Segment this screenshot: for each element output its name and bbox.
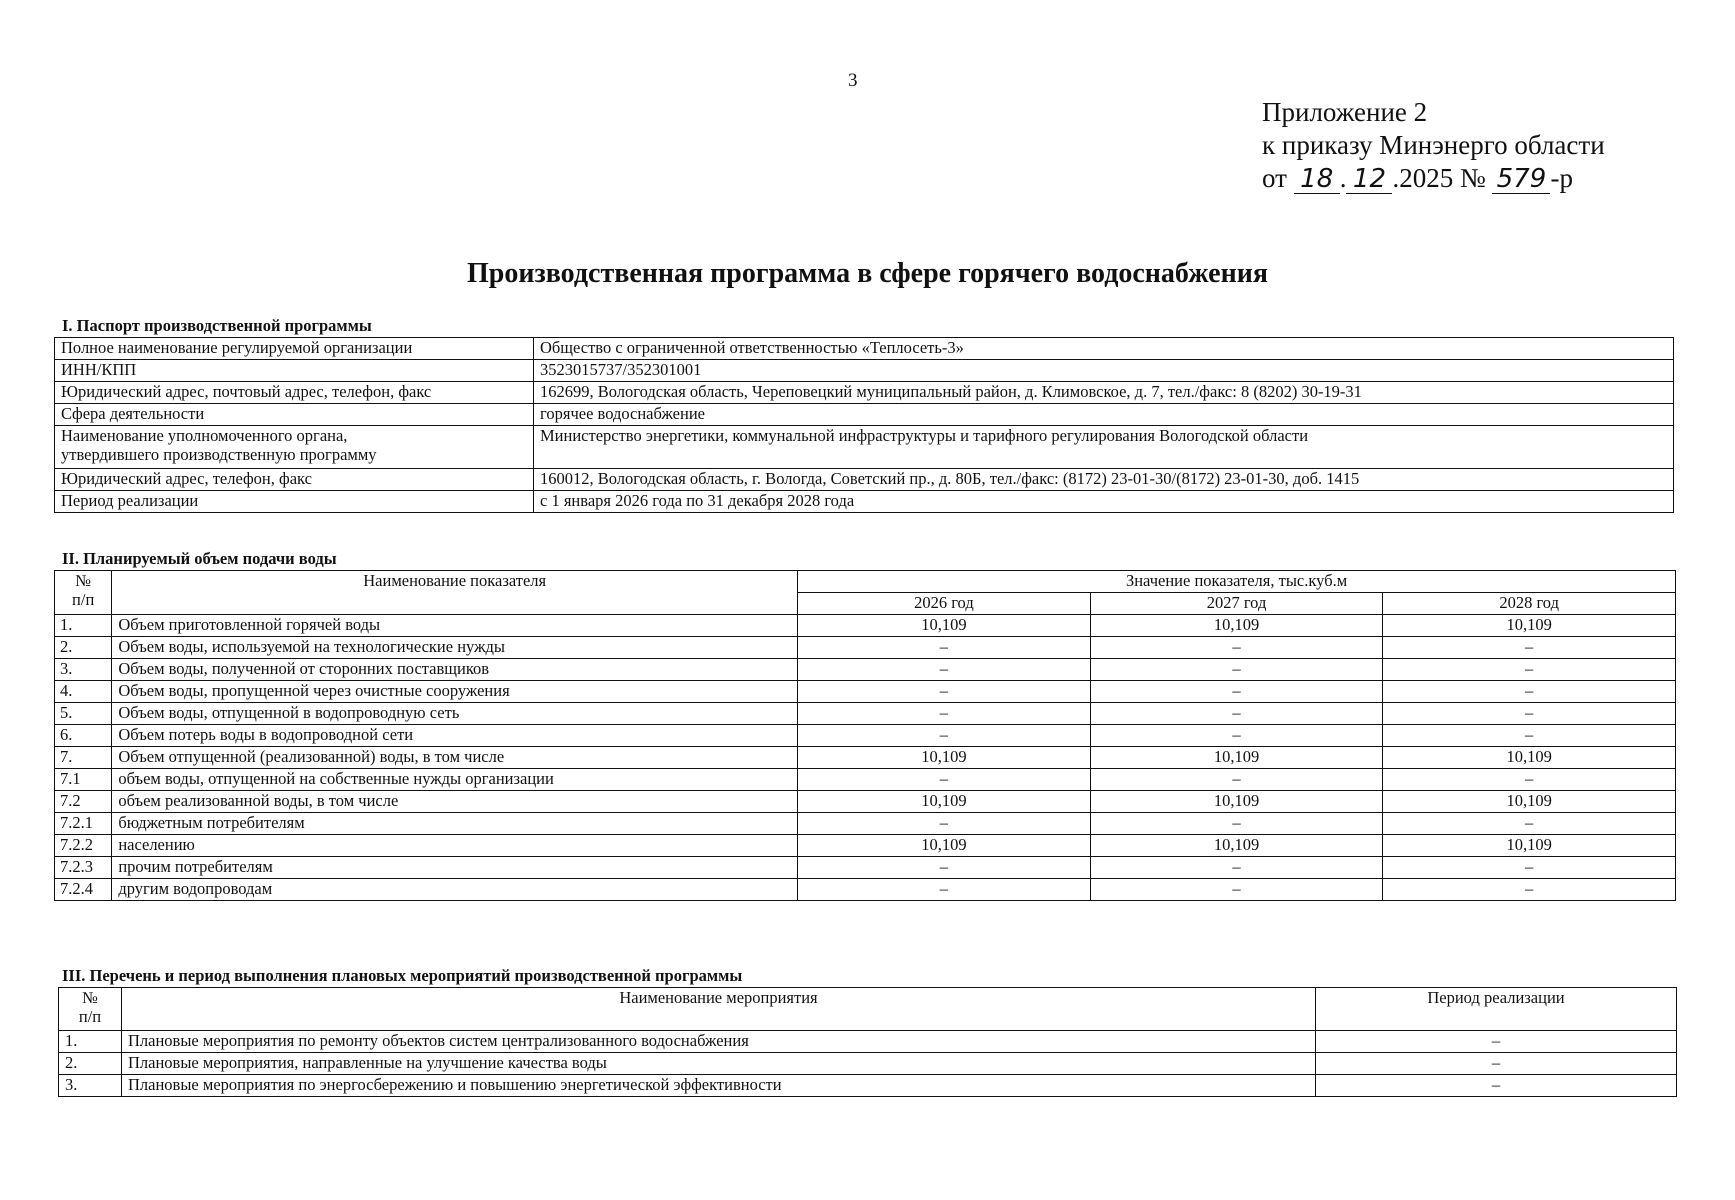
- table-row: [55, 360, 1674, 382]
- value-2028: –: [1383, 879, 1676, 901]
- value-2027: –: [1090, 659, 1383, 681]
- value-2027: –: [1090, 725, 1383, 747]
- value-2028: 10,109: [1383, 747, 1676, 769]
- page-number: 3: [848, 70, 858, 91]
- indicator-name: населению: [112, 835, 798, 857]
- indicator-name: Объем воды, используемой на технологические нужды: [112, 637, 798, 659]
- row-number: 1.: [55, 615, 112, 637]
- appendix-number-suffix: -р: [1550, 163, 1573, 193]
- value-2026: –: [798, 769, 1091, 791]
- row-number: 7.2.2: [55, 835, 112, 857]
- table-row: [55, 338, 1674, 360]
- appendix-number: 579: [1492, 165, 1550, 194]
- appendix-block: [1262, 96, 1605, 195]
- passport-key: Период реализации: [55, 491, 534, 513]
- value-2027: 10,109: [1090, 747, 1383, 769]
- water-volume-body: [55, 615, 1676, 901]
- table-row: [55, 491, 1674, 513]
- row-number: 7.2.3: [55, 857, 112, 879]
- measure-name: Плановые мероприятия по энергосбережению и повышению энергетической эффективности: [122, 1075, 1316, 1097]
- appendix-month: 12: [1346, 165, 1392, 194]
- value-2026: 10,109: [798, 791, 1091, 813]
- passport-value: 160012, Вологодская область, г. Вологда, Советский пр., д. 80Б, тел./факс: (8172) 23-01-30/(8172) 23-01-30, доб. 1415: [534, 469, 1674, 491]
- row-number: 7.2.1: [55, 813, 112, 835]
- passport-key: Сфера деятельности: [55, 404, 534, 426]
- indicator-name: Объем отпущенной (реализованной) воды, в том числе: [112, 747, 798, 769]
- document-title: Производственная программа в сфере горячего водоснабжения: [467, 258, 1268, 289]
- table-row: [55, 637, 1676, 659]
- measures-table: [58, 987, 1677, 1097]
- measure-name: Плановые мероприятия, направленные на улучшение качества воды: [122, 1053, 1316, 1075]
- value-2026: 10,109: [798, 615, 1091, 637]
- table-row: [55, 469, 1674, 491]
- value-2028: –: [1383, 703, 1676, 725]
- value-2027: 10,109: [1090, 791, 1383, 813]
- indicator-name: Объем потерь воды в водопроводной сети: [112, 725, 798, 747]
- value-2027: –: [1090, 637, 1383, 659]
- section-3-title: III. Перечень и период выполнения плановых мероприятий производственной программы: [62, 966, 743, 985]
- indicator-name: Объем приготовленной горячей воды: [112, 615, 798, 637]
- row-number: 1.: [59, 1031, 122, 1053]
- value-2028: 10,109: [1383, 835, 1676, 857]
- header-year: 2026 год: [798, 593, 1091, 615]
- table-row: [55, 615, 1676, 637]
- passport-table: [54, 337, 1674, 513]
- value-2028: –: [1383, 857, 1676, 879]
- header-measure-name: Наименование мероприятия: [122, 988, 1316, 1031]
- table-row: [59, 1031, 1677, 1053]
- header-period: Период реализации: [1316, 988, 1677, 1031]
- value-2026: –: [798, 857, 1091, 879]
- appendix-date-line: от 18 . 12 .2025 № 579 -р: [1262, 163, 1573, 194]
- table-header-row: [55, 571, 1676, 593]
- passport-key-line-1: Наименование уполномоченного органа,: [61, 426, 348, 445]
- value-2026: –: [798, 879, 1091, 901]
- table-row: [55, 725, 1676, 747]
- value-2027: –: [1090, 879, 1383, 901]
- passport-value: Общество с ограниченной ответственностью «Теплосеть-3»: [534, 338, 1674, 360]
- passport-value: 3523015737/352301001: [534, 360, 1674, 382]
- section-1-title: I. Паспорт производственной программы: [62, 316, 372, 335]
- value-2027: –: [1090, 813, 1383, 835]
- row-number: 7.: [55, 747, 112, 769]
- table-row: [55, 382, 1674, 404]
- table-row: [55, 681, 1676, 703]
- water-volume-table: [54, 570, 1676, 901]
- section-2-title: II. Планируемый объем подачи воды: [62, 549, 337, 568]
- passport-value: с 1 января 2026 года по 31 декабря 2028 года: [534, 491, 1674, 513]
- value-2028: 10,109: [1383, 615, 1676, 637]
- indicator-name: Объем воды, пропущенной через очистные сооружения: [112, 681, 798, 703]
- value-2028: –: [1383, 769, 1676, 791]
- row-number: 2.: [59, 1053, 122, 1075]
- value-2028: –: [1383, 637, 1676, 659]
- measure-period: –: [1316, 1075, 1677, 1097]
- appendix-line-2: к приказу Минэнерго области: [1262, 130, 1605, 160]
- passport-value: 162699, Вологодская область, Череповецкий муниципальный район, д. Климовское, д. 7, тел./факс: 8 (8202) 30-19-31: [534, 382, 1674, 404]
- measure-period: –: [1316, 1053, 1677, 1075]
- value-2026: 10,109: [798, 835, 1091, 857]
- value-2026: –: [798, 703, 1091, 725]
- value-2027: –: [1090, 769, 1383, 791]
- value-2028: –: [1383, 813, 1676, 835]
- indicator-name: Объем воды, полученной от сторонних поставщиков: [112, 659, 798, 681]
- value-2026: –: [798, 725, 1091, 747]
- value-2026: –: [798, 681, 1091, 703]
- table-row: [59, 1075, 1677, 1097]
- value-2027: –: [1090, 681, 1383, 703]
- table-row: [55, 404, 1674, 426]
- passport-key: Полное наименование регулируемой организации: [55, 338, 534, 360]
- header-number-line-2: п/п: [72, 590, 95, 609]
- appendix-year: .2025 №: [1392, 163, 1486, 193]
- value-2027: 10,109: [1090, 835, 1383, 857]
- passport-key: Юридический адрес, почтовый адрес, телефон, факс: [55, 382, 534, 404]
- value-2028: –: [1383, 725, 1676, 747]
- value-2027: 10,109: [1090, 615, 1383, 637]
- value-2028: –: [1383, 659, 1676, 681]
- appendix-line-1: Приложение 2: [1262, 97, 1428, 127]
- row-number: 7.1: [55, 769, 112, 791]
- indicator-name: другим водопроводам: [112, 879, 798, 901]
- value-2026: –: [798, 637, 1091, 659]
- table-header-row: [59, 988, 1677, 1031]
- appendix-day: 18: [1294, 165, 1340, 194]
- row-number: 6.: [55, 725, 112, 747]
- table-row: [55, 747, 1676, 769]
- value-2026: 10,109: [798, 747, 1091, 769]
- table-row: [55, 791, 1676, 813]
- table-row: [55, 857, 1676, 879]
- header-number: [55, 571, 112, 615]
- header-number-line-1: №: [82, 988, 98, 1007]
- header-year: 2027 год: [1090, 593, 1383, 615]
- row-number: 7.2: [55, 791, 112, 813]
- table-row: [55, 879, 1676, 901]
- table-row: [55, 813, 1676, 835]
- value-2028: –: [1383, 681, 1676, 703]
- row-number: 5.: [55, 703, 112, 725]
- header-indicator-name: Наименование показателя: [112, 571, 798, 615]
- row-number: 3.: [55, 659, 112, 681]
- table-row: [55, 835, 1676, 857]
- measure-period: –: [1316, 1031, 1677, 1053]
- appendix-date-prefix: от: [1262, 163, 1287, 193]
- header-number-line-2: п/п: [78, 1007, 102, 1026]
- passport-value: Министерство энергетики, коммунальной инфраструктуры и тарифного регулирования Вологодской области: [534, 426, 1674, 469]
- row-number: 3.: [59, 1075, 122, 1097]
- indicator-name: бюджетным потребителям: [112, 813, 798, 835]
- value-2028: 10,109: [1383, 791, 1676, 813]
- header-year: 2028 год: [1383, 593, 1676, 615]
- passport-key-multiline: [55, 426, 534, 469]
- header-indicator-value: Значение показателя, тыс.куб.м: [798, 571, 1676, 593]
- table-row: [59, 1053, 1677, 1075]
- row-number: 4.: [55, 681, 112, 703]
- row-number: 2.: [55, 637, 112, 659]
- value-2027: –: [1090, 703, 1383, 725]
- indicator-name: объем реализованной воды, в том числе: [112, 791, 798, 813]
- table-row: [55, 703, 1676, 725]
- value-2027: –: [1090, 857, 1383, 879]
- header-number: [59, 988, 122, 1031]
- table-row: [55, 426, 1674, 469]
- table-row: [55, 769, 1676, 791]
- indicator-name: объем воды, отпущенной на собственные нужды организации: [112, 769, 798, 791]
- passport-key: Юридический адрес, телефон, факс: [55, 469, 534, 491]
- value-2026: –: [798, 659, 1091, 681]
- indicator-name: прочим потребителям: [112, 857, 798, 879]
- passport-value: горячее водоснабжение: [534, 404, 1674, 426]
- passport-key-line-2: утвердившего производственную программу: [61, 445, 377, 464]
- header-number-line-1: №: [75, 571, 92, 590]
- table-row: [55, 659, 1676, 681]
- passport-key: ИНН/КПП: [55, 360, 534, 382]
- value-2026: –: [798, 813, 1091, 835]
- measure-name: Плановые мероприятия по ремонту объектов систем централизованного водоснабжения: [122, 1031, 1316, 1053]
- row-number: 7.2.4: [55, 879, 112, 901]
- measures-body: [59, 1031, 1677, 1097]
- indicator-name: Объем воды, отпущенной в водопроводную сеть: [112, 703, 798, 725]
